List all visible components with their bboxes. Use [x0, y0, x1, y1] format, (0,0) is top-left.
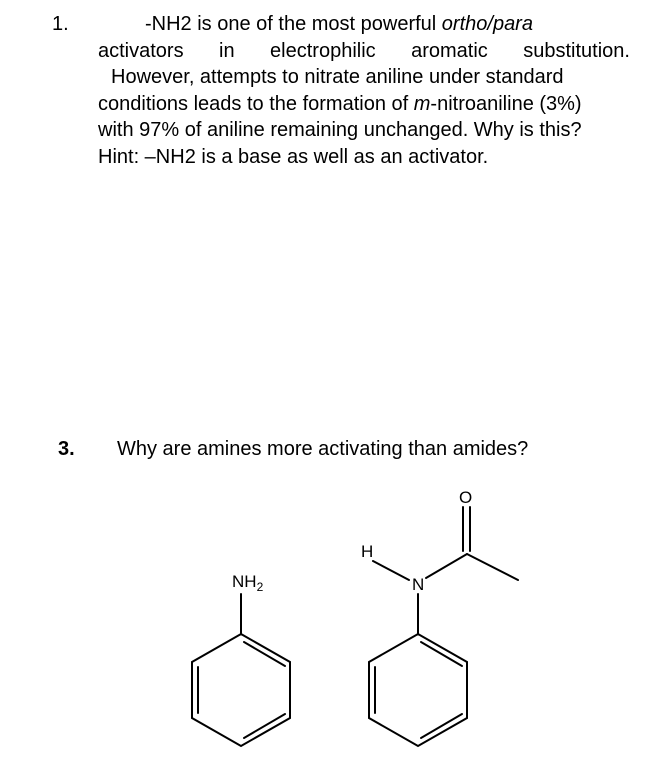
question-1-line-3: However, attempts to nitrate aniline under standard	[111, 66, 564, 88]
aniline-benzene-ring	[192, 634, 290, 746]
acetanilide-benzene-ring	[369, 634, 467, 746]
aniline-double-bond-2	[244, 714, 285, 738]
q1-line4-a: conditions leads to the formation of	[98, 92, 414, 115]
acetanilide-double-bond-2	[421, 714, 462, 738]
acetanilide-n-h-bond	[373, 561, 409, 580]
acetanilide-double-bond-1	[421, 642, 462, 666]
q1-word-in: in	[219, 39, 235, 62]
acetanilide-n-c-bond	[426, 554, 467, 578]
question-3-text: Why are amines more activating than amides?	[117, 438, 529, 460]
aniline-nh2-label: $NH_2$	[232, 572, 264, 594]
q1-line1-text: -NH2 is one of the most powerful	[145, 13, 442, 35]
question-1-line-5: with 97% of aniline remaining unchanged. Why is this?	[98, 119, 582, 141]
q1-meta-prefix: m	[413, 92, 431, 115]
q1-ortho-para: ortho/para	[441, 13, 533, 35]
acetanilide-o-label: O	[459, 488, 473, 507]
question-1-hint: Hint: –NH2 is a base as well as an activator.	[98, 145, 489, 168]
acetanilide-n-label: N	[412, 575, 425, 594]
acetanilide-c-ch3-bond	[467, 554, 518, 580]
acetanilide-structure	[361, 488, 518, 746]
q1-word-electrophilic: electrophilic	[270, 39, 376, 62]
q1-word-aromatic: aromatic	[411, 39, 488, 62]
aniline-structure	[192, 572, 290, 746]
question-3-number: 3.	[58, 438, 75, 460]
q1-line4-c: -nitroaniline (3%)	[430, 92, 582, 115]
aniline-double-bond-1	[244, 642, 285, 666]
q1-word-substitution: substitution.	[523, 39, 630, 62]
q1-word-activators: activators	[98, 39, 184, 62]
question-1-number: 1.	[52, 13, 69, 35]
acetanilide-h-label: H	[361, 542, 374, 561]
